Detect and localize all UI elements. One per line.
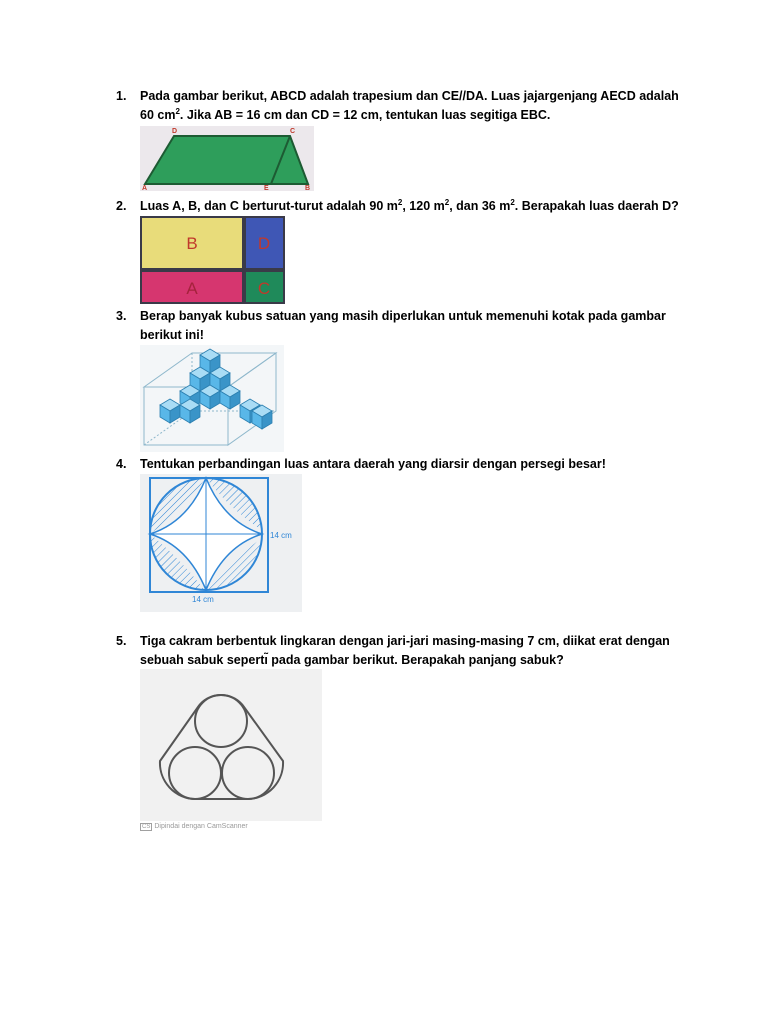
question-number: 2. — [116, 199, 127, 213]
question-number: 1. — [116, 89, 127, 103]
question-number: 5. — [116, 634, 127, 648]
question-number: 4. — [116, 457, 127, 471]
label-d: D — [257, 234, 271, 253]
cube-stack — [160, 349, 272, 429]
label-bottom-side: 14 cm — [192, 595, 214, 604]
vertex-label-e: E — [264, 185, 269, 191]
question-text: Luas A, B, dan C berturut-turut adalah 90 $m^2$, 120 $m^2$, dan 36 $m^2$. Berapakah luas daerah D? — [140, 197, 679, 213]
camscanner-badge: CS — [142, 824, 151, 830]
three-circles-figure — [140, 669, 322, 821]
vertex-label-d: D — [172, 128, 178, 135]
scanner-credit: CS Dipindai dengan CamScanner — [142, 823, 248, 830]
vertex-label-a: A — [142, 185, 148, 191]
cube-box-figure — [140, 345, 284, 452]
label-c: C — [257, 279, 271, 298]
vertex-label-c: C — [290, 128, 296, 135]
question-text: Berap banyak kubus satuan yang masih diperlukan untuk memenuhi kotak pada gambar berikut ini! — [140, 309, 666, 342]
question-number: 3. — [116, 309, 127, 323]
question-text: Pada gambar berikut, ABCD adalah trapesium dan CE//DA. Luas jajargenjang AECD adalah 60 $cm^2$. Jika AB = 16 cm dan CD = 12 cm, tentukan luas segitiga EBC. — [140, 89, 679, 122]
trapezoid-figure — [140, 126, 314, 191]
disk-right — [222, 747, 274, 799]
square-circle-figure — [140, 474, 302, 612]
label-b: B — [186, 234, 198, 253]
label-a: A — [186, 279, 198, 298]
rectangles-figure — [140, 216, 285, 304]
disk-left — [169, 747, 221, 799]
label-right-side: 14 cm — [270, 531, 292, 540]
vertex-label-b: B — [305, 185, 311, 191]
trapezoid-shape — [145, 136, 308, 184]
question-text: Tentukan perbandingan luas antara daerah yang diarsir dengan persegi besar! — [140, 457, 606, 471]
question-text: Tiga cakram berbentuk lingkaran dengan jari-jari masing-masing 7 cm, diikat erat dengan sebuah sabuk sepertı̃ pada gambar berikut. Berapakah panjang sabuk? — [140, 634, 670, 667]
